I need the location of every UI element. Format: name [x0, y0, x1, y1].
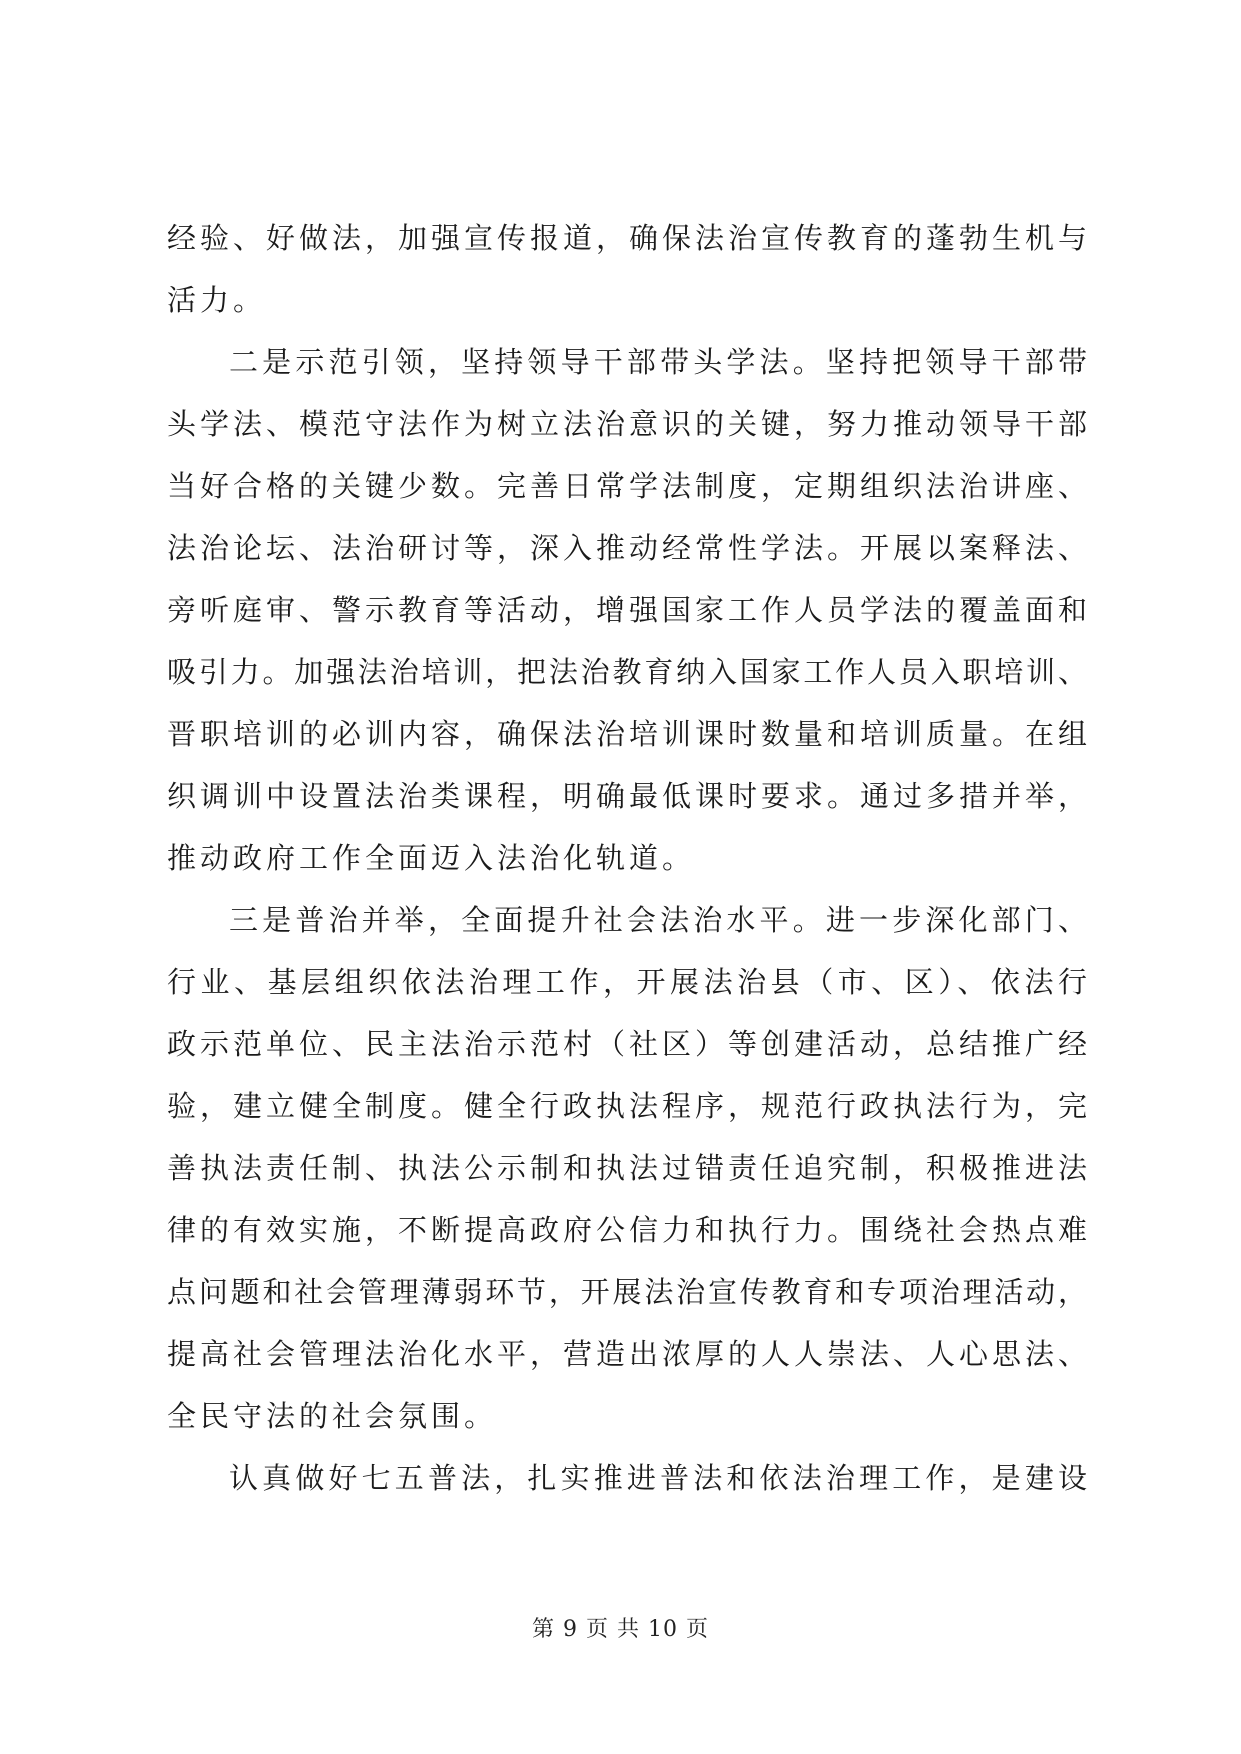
text-line: 认真做好七五普法，扎实推进普法和依法治理工作，是建设 [229, 1461, 1087, 1495]
page-footer: 第 9 页 共 10 页 [532, 1617, 709, 1642]
text-line: 织调训中设置法治类课程，明确最低课时要求。通过多措并举， [167, 779, 1087, 813]
text-line: 推动政府工作全面迈入法治化轨道。 [167, 841, 696, 875]
text-line: 三是普治并举，全面提升社会法治水平。进一步深化部门、 [229, 903, 1087, 937]
text-line: 行业、基层组织依法治理工作，开展法治县（市、区）、依法行 [167, 965, 1087, 999]
text-line: 旁听庭审、警示教育等活动，增强国家工作人员学法的覆盖面和 [167, 593, 1087, 627]
text-line: 晋职培训的必训内容，确保法治培训课时数量和培训质量。在组 [167, 717, 1087, 751]
text-line: 验，建立健全制度。健全行政执法程序，规范行政执法行为，完 [167, 1089, 1087, 1123]
body-text [167, 207, 1087, 1509]
text-line: 政示范单位、民主法治示范村（社区）等创建活动，总结推广经 [167, 1027, 1087, 1061]
text-line: 头学法、模范守法作为树立法治意识的关键，努力推动领导干部 [167, 407, 1087, 441]
text-line: 全民守法的社会氛围。 [167, 1399, 498, 1433]
text-line: 点问题和社会管理薄弱环节，开展法治宣传教育和专项治理活动， [167, 1275, 1087, 1309]
text-line: 提高社会管理法治化水平，营造出浓厚的人人崇法、人心思法、 [167, 1337, 1087, 1371]
text-line: 法治论坛、法治研讨等，深入推动经常性学法。开展以案释法、 [167, 531, 1087, 565]
text-line: 活力。 [167, 283, 267, 317]
text-line: 当好合格的关键少数。完善日常学法制度，定期组织法治讲座、 [167, 469, 1087, 503]
text-line: 吸引力。加强法治培训，把法治教育纳入国家工作人员入职培训、 [167, 655, 1087, 689]
text-line: 善执法责任制、执法公示制和执法过错责任追究制，积极推进法 [167, 1151, 1087, 1185]
text-line: 经验、好做法，加强宣传报道，确保法治宣传教育的蓬勃生机与 [167, 221, 1087, 255]
text-line: 律的有效实施，不断提高政府公信力和执行力。围绕社会热点难 [167, 1213, 1087, 1247]
text-line: 二是示范引领，坚持领导干部带头学法。坚持把领导干部带 [229, 345, 1087, 379]
